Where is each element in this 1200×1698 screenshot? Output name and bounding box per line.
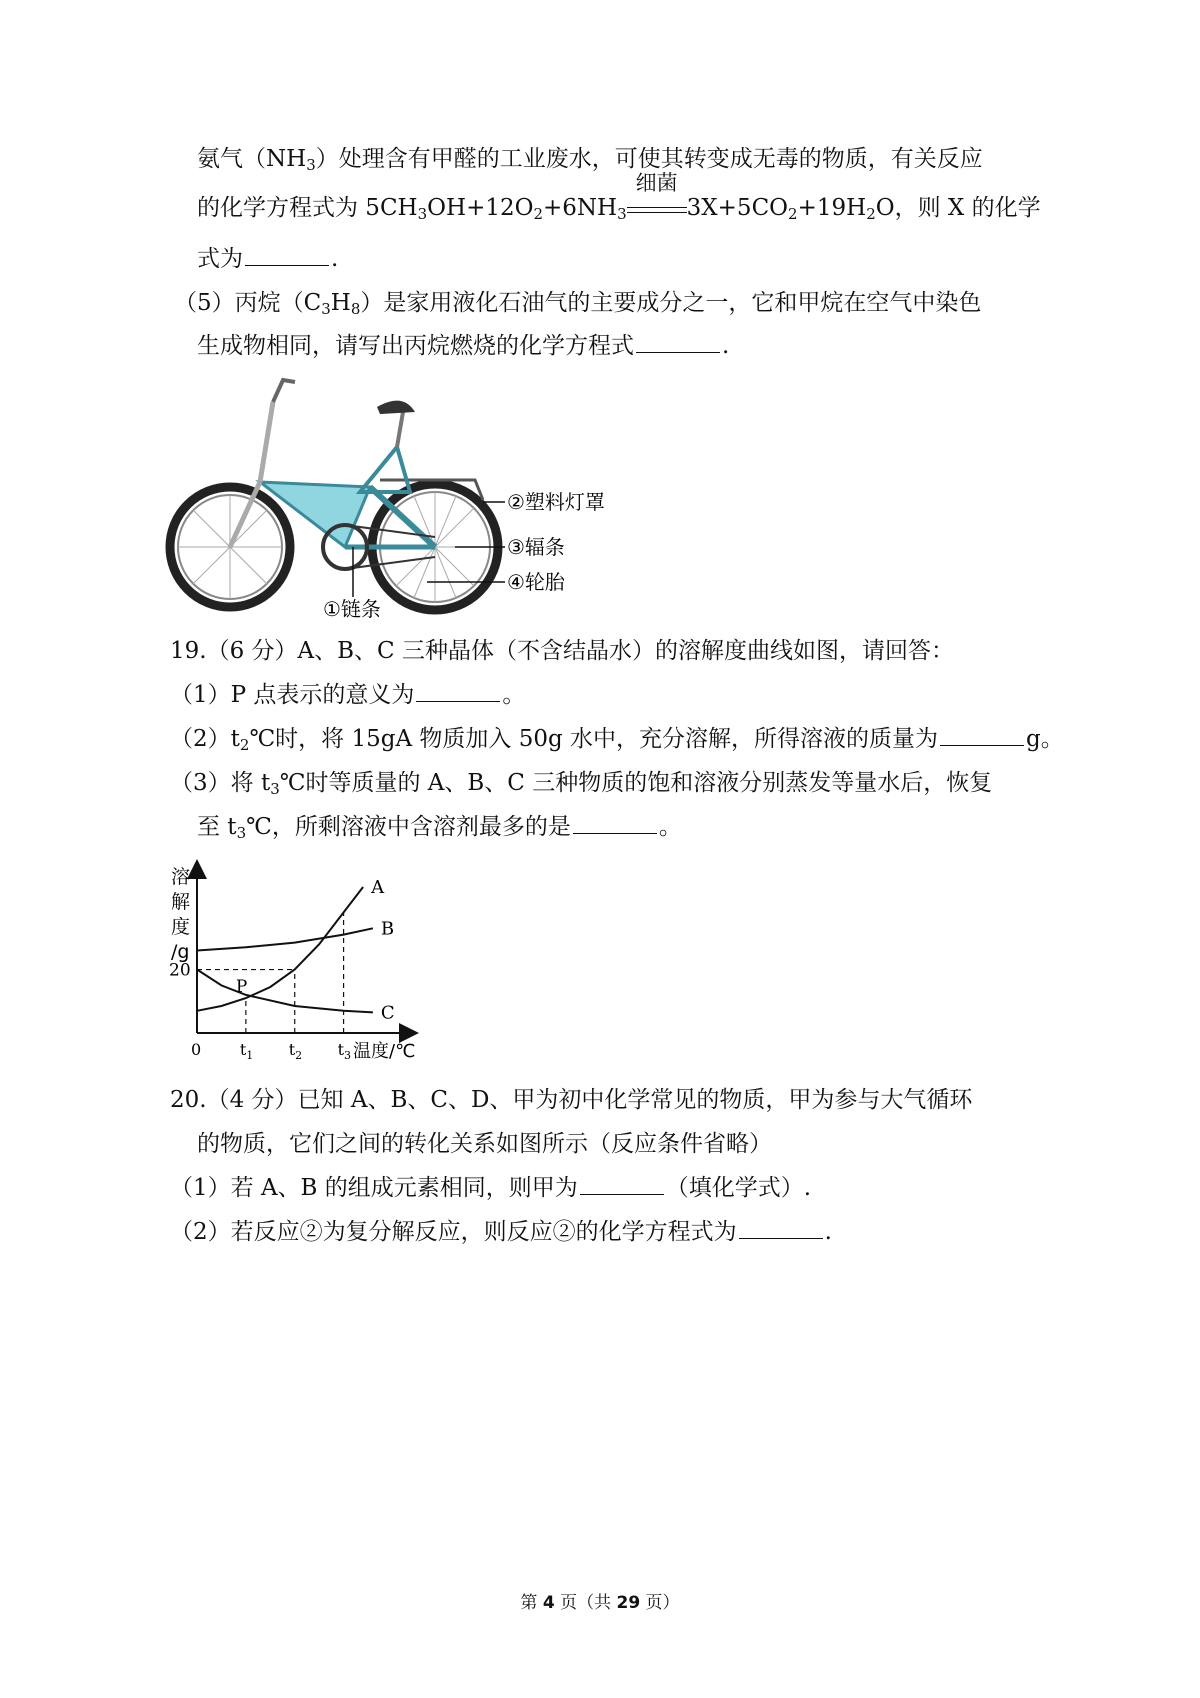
answer-blank xyxy=(416,681,500,702)
x-tick-label-t3: $t_3$ xyxy=(337,1040,352,1062)
q20-part2: （2）若反应②为复分解反应，则反应②的化学方程式为 . xyxy=(170,1219,832,1245)
page-footer: 第 4 页（共 29 页） xyxy=(520,1593,680,1613)
y-axis-label-char: 溶 xyxy=(171,866,191,888)
solubility-chart-svg xyxy=(165,855,435,1075)
y-axis-label-char: 度 xyxy=(171,916,191,938)
answer-blank xyxy=(245,245,329,266)
q18-part5-line2: 生成物相同，请写出丙烷燃烧的化学方程式 . xyxy=(197,333,730,359)
x-axis-label: 温度/℃ xyxy=(353,1041,416,1062)
answer-blank xyxy=(636,332,720,353)
q19-part2: $(2)t_2℃$时，将 15gA 物质加入 50g 水中，充分溶解，所得溶液的质量为 g。 xyxy=(170,726,1064,754)
solubility-chart xyxy=(165,855,435,1075)
curve-label-C: C xyxy=(380,1002,395,1024)
stem xyxy=(260,402,273,482)
q18-part5-line1: （5）丙烷$(C_3H_8)$是家用液化石油气的主要成分之一，它和甲烷在空气中染色 xyxy=(174,290,982,318)
y-tick-20: 20 xyxy=(169,960,191,981)
curve-label-A: A xyxy=(371,877,385,899)
answer-blank xyxy=(573,813,657,834)
bicycle-illustration xyxy=(165,372,625,622)
x-tick-label-t2: $t_2$ xyxy=(288,1040,303,1062)
curve-label-B: B xyxy=(380,918,395,940)
q18-line3: 式为 . xyxy=(197,246,339,272)
label-chain: ①链条 xyxy=(323,597,381,621)
origin-label: 0 xyxy=(191,1040,202,1059)
y-axis-label-char: /g xyxy=(171,941,190,963)
y-axis-label-char: 解 xyxy=(171,891,191,913)
answer-blank xyxy=(940,725,1024,746)
reaction-condition-arrow xyxy=(627,171,687,224)
q19-part3-line2: 至 $t_3℃$，所剩溶液中含溶剂最多的是 。 xyxy=(197,814,682,842)
q18-line1: 氨气$(NH_3)$处理含有甲醛的工业废水，可使其转变成无毒的物质，有关反应 xyxy=(197,146,983,174)
q19-part1: （1）P 点表示的意义为 。 xyxy=(170,682,526,708)
label-plastic-lampshade: ②塑料灯罩 xyxy=(507,490,605,514)
answer-blank xyxy=(580,1174,664,1195)
page-total: 29 xyxy=(616,1593,641,1613)
q20-part1: （1）若 A、B 的组成元素相同，则甲为 （填化学式）. xyxy=(170,1175,812,1201)
q20-title: 20.（4 分）已知 A、B、C、D、甲为初中化学常见的物质，甲为参与大气循环 xyxy=(170,1087,973,1113)
bicycle-figure xyxy=(165,372,625,622)
label-spokes: ③辐条 xyxy=(507,535,565,559)
q19-part3-line1: （3）将 $t_3℃$时等质量的 A、B、C 三种物质的饱和溶液分别蒸发等量水后，恢复 xyxy=(170,770,993,798)
q18-equation-line: 的化学方程式为 $5CH_3OH+12O_2+6NH_3$ 细菌 $3X+5CO_2+19H_2O$，则 X 的化学 xyxy=(197,193,1041,224)
q20-title-line2: 的物质，它们之间的转化关系如图所示（反应条件省略） xyxy=(197,1131,772,1157)
reaction-condition: 细菌 xyxy=(635,171,678,195)
answer-blank xyxy=(739,1218,823,1239)
label-tire: ④轮胎 xyxy=(507,570,565,594)
saddle xyxy=(377,401,415,414)
point-P-label: P xyxy=(235,977,248,998)
curve-B xyxy=(197,928,373,950)
q19-title: 19.（6 分）A、B、C 三种晶体（不含结晶水）的溶解度曲线如图，请回答： xyxy=(170,638,954,664)
x-tick-label-t1: $t_1$ xyxy=(239,1040,254,1062)
handlebar xyxy=(273,380,295,402)
page-number: 4 xyxy=(542,1593,555,1613)
